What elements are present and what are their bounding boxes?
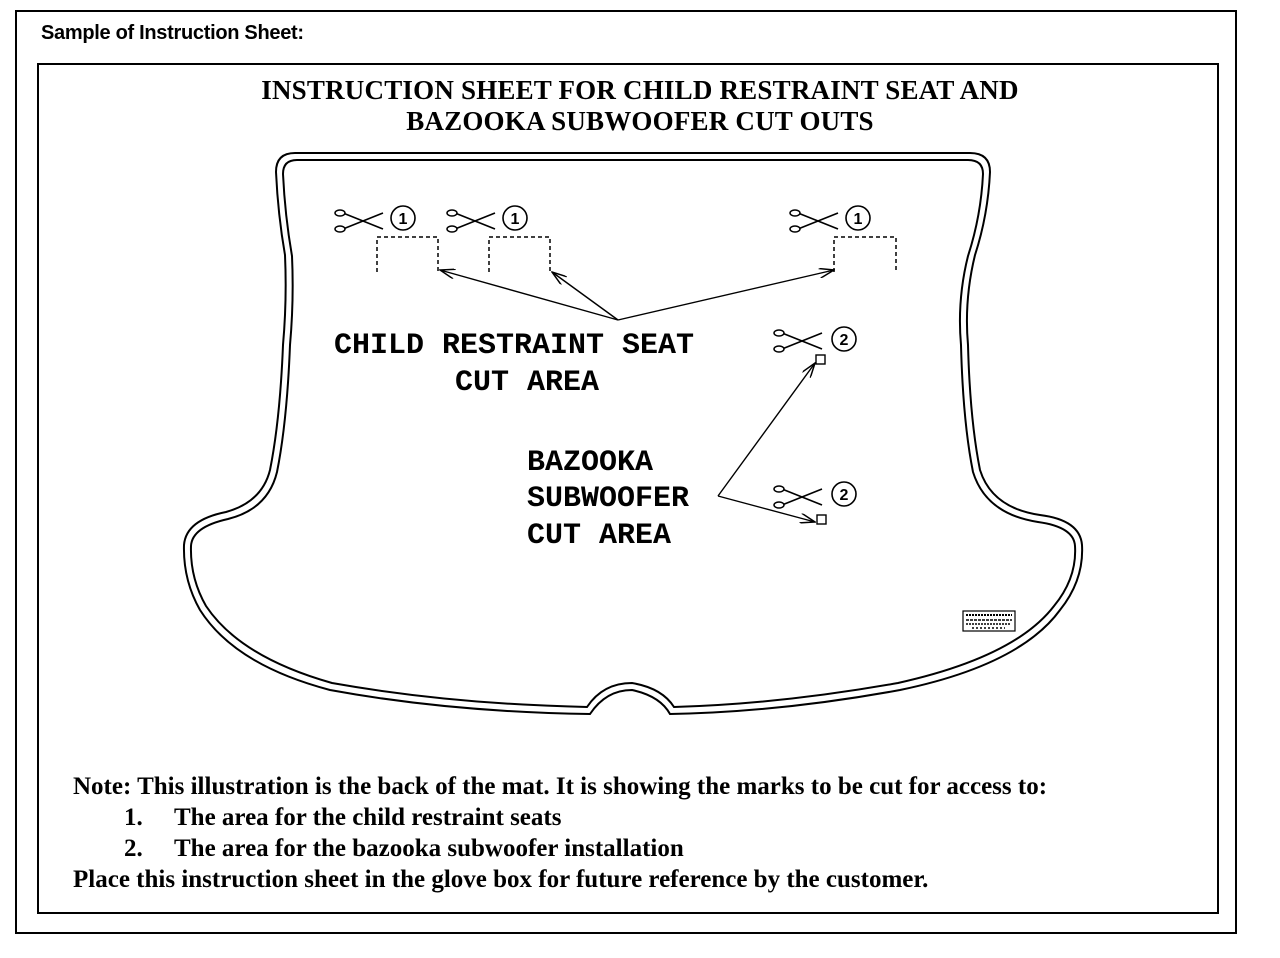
- numbered-circle-icon: [503, 206, 527, 230]
- marker-number-2b: 2: [839, 487, 849, 504]
- bazooka-cut-label-line-2: SUBWOOFER: [527, 482, 690, 516]
- mat-outline-outer: [184, 153, 1082, 714]
- note-item-text: The area for the bazooka subwoofer installation: [174, 835, 684, 862]
- note-intro: Note: This illustration is the back of the mat. It is showing the marks to be cut for access to:: [73, 773, 1048, 800]
- marker-number-1c: 1: [853, 211, 863, 228]
- child-cut-label-line-1: CHILD RESTRAINT SEAT: [334, 329, 695, 363]
- subwoofer-cut-box-lower: [817, 515, 826, 524]
- part-label-tag: [963, 611, 1015, 631]
- note-list-item: [124, 804, 561, 832]
- scissors-icon: [790, 210, 838, 232]
- note-item-number: 1.: [124, 804, 143, 831]
- sheet-title-line-1: INSTRUCTION SHEET FOR CHILD RESTRAINT SEAT AND: [261, 75, 1019, 105]
- sample-label: Sample of Instruction Sheet:: [41, 22, 304, 44]
- child-cut-area-middle: [489, 237, 550, 272]
- subwoofer-cut-box-upper: [816, 355, 825, 364]
- numbered-circle-icon: [832, 482, 856, 506]
- note-list-item: [124, 835, 684, 863]
- scissors-icon: [774, 486, 822, 508]
- numbered-circle-icon: [391, 206, 415, 230]
- bazooka-cut-label-line-3: CUT AREA: [527, 519, 672, 553]
- scissors-icon: [774, 330, 822, 352]
- child-leader-arrows: [440, 270, 834, 320]
- mat-outline: [184, 153, 1082, 714]
- marker-number-2a: 2: [839, 332, 849, 349]
- child-cut-area-left: [377, 237, 438, 272]
- scissors-icon: [335, 210, 383, 232]
- numbered-circle-icon: [832, 327, 856, 351]
- bazooka-cut-label-line-1: BAZOOKA: [527, 446, 654, 480]
- note-footer: Place this instruction sheet in the glove box for future reference by the customer.: [73, 866, 929, 893]
- child-cut-area-right: [834, 237, 896, 272]
- marker-number-1b: 1: [510, 211, 520, 228]
- mat-outline-inner: [191, 160, 1075, 707]
- note-item-text: The area for the child restraint seats: [174, 804, 562, 831]
- scissors-icon: [447, 210, 495, 232]
- child-cut-marks: [377, 237, 896, 272]
- sheet-title-line-2: BAZOOKA SUBWOOFER CUT OUTS: [406, 106, 874, 136]
- numbered-circle-icon: [846, 206, 870, 230]
- child-cut-label-line-2: CUT AREA: [455, 366, 600, 400]
- marker-number-1a: 1: [398, 211, 408, 228]
- note-item-number: 2.: [124, 835, 143, 862]
